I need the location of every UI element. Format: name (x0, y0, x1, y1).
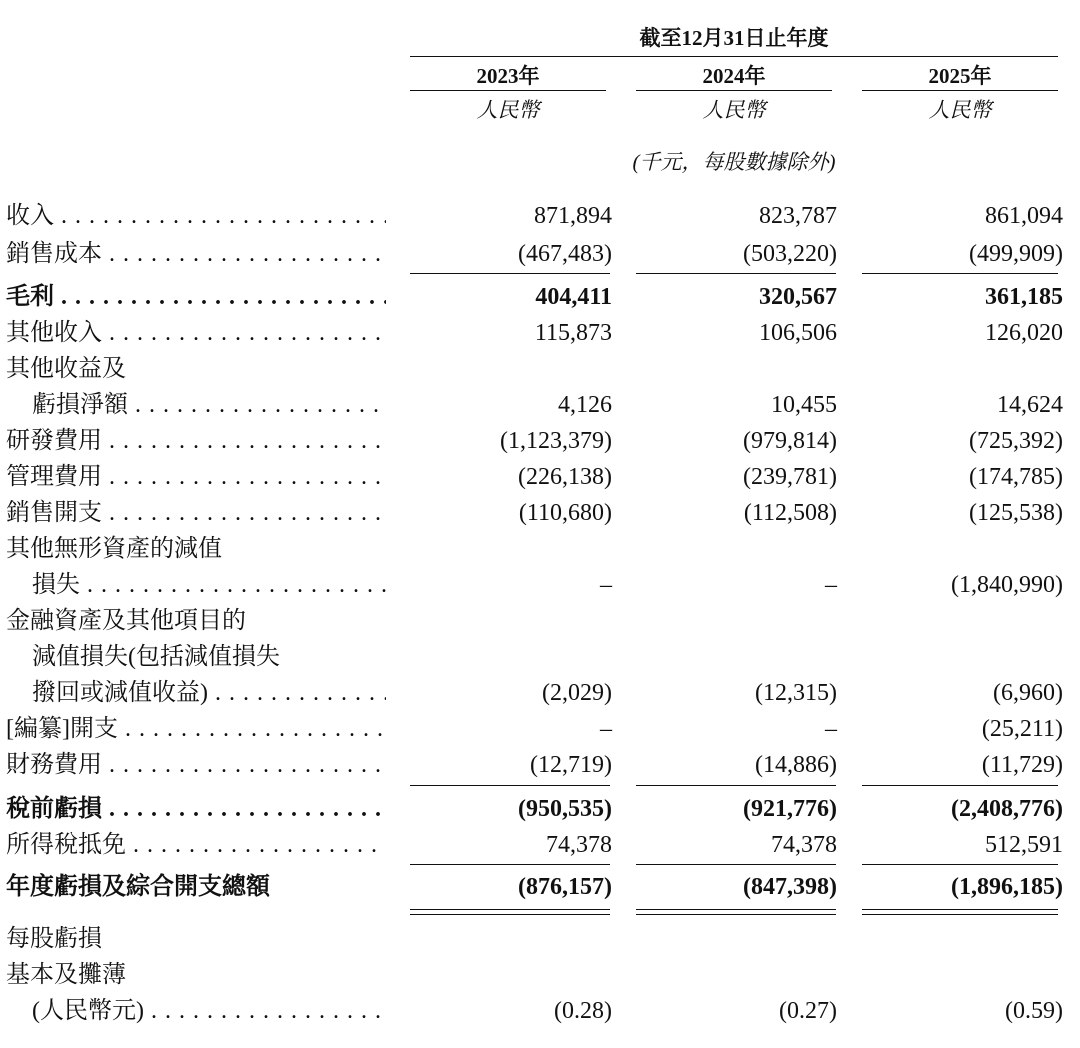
row-label: 管理費用 . . . (6, 462, 386, 493)
table-row-financial-label-2 (0, 642, 1080, 673)
value-2024: 74,378 (771, 832, 837, 858)
value-2023: (0.28) (554, 998, 612, 1024)
value-2025: (1,896,185) (951, 874, 1063, 900)
subtotal-rule (636, 864, 836, 865)
subtotal-rule (410, 864, 610, 865)
value-2025: (725,392) (969, 428, 1063, 454)
row-label: 銷售成本 . . . (6, 239, 386, 270)
value-2023: 4,126 (558, 392, 612, 418)
year-2024: 2024年 (702, 64, 766, 88)
subtotal-rule (862, 273, 1058, 274)
value-2023: – (600, 572, 612, 598)
row-label: 損失 . . . (32, 570, 386, 601)
table-row-cost-of-sales (0, 239, 1080, 270)
value-2023: (876,157) (518, 874, 612, 900)
table-row-other-income (0, 318, 1080, 349)
row-label: 財務費用 . . . (6, 750, 386, 781)
value-2025: (0.59) (1005, 998, 1063, 1024)
row-label: 撥回或減值收益) . . . (32, 678, 386, 709)
year-2025: 2025年 (928, 64, 992, 88)
table-row-eps (0, 996, 1080, 1027)
currency-label: 人民幣 (928, 98, 992, 122)
table-row-gross-profit (0, 282, 1080, 313)
year-rule (410, 90, 606, 91)
row-label: 銷售開支 . . . (6, 498, 386, 529)
value-2025: (174,785) (969, 464, 1063, 490)
value-2024: 823,787 (759, 203, 837, 229)
value-2024: (921,776) (743, 796, 837, 822)
table-row-selling (0, 498, 1080, 529)
value-2024: (847,398) (743, 874, 837, 900)
value-2025: (6,960) (993, 680, 1063, 706)
table-row-revenue (0, 201, 1080, 232)
row-label: (人民幣元) . . . (32, 996, 386, 1027)
value-2023: (2,029) (542, 680, 612, 706)
value-2023: (110,680) (518, 500, 612, 526)
subtotal-rule (862, 785, 1058, 786)
table-row-other-gains-label (0, 354, 1080, 385)
table-row-total-loss (0, 872, 1080, 903)
total-double-rule (862, 914, 1058, 915)
value-2023: 404,411 (535, 284, 612, 310)
unit-note: (千元，每股數據除外) (632, 150, 836, 174)
value-2024: (503,220) (743, 241, 837, 267)
year-rule (862, 90, 1058, 91)
row-label: 毛利 . . . (6, 282, 386, 313)
value-2023: (1,123,379) (500, 428, 612, 454)
value-2024: 106,506 (759, 320, 837, 346)
total-double-rule (410, 909, 610, 910)
table-row-financial-label-1 (0, 606, 1080, 637)
value-2024: 320,567 (759, 284, 837, 310)
total-double-rule (636, 914, 836, 915)
total-double-rule (862, 909, 1058, 910)
value-2024: (979,814) (743, 428, 837, 454)
value-2025: (1,840,990) (951, 572, 1063, 598)
row-label: 虧損淨額 . . . (32, 390, 386, 421)
value-2024: – (825, 716, 837, 742)
value-2025: (2,408,776) (951, 796, 1063, 822)
subtotal-rule (410, 273, 610, 274)
value-2024: (239,781) (743, 464, 837, 490)
value-2023: 74,378 (546, 832, 612, 858)
period-rule (410, 56, 1058, 57)
currency-label: 人民幣 (702, 98, 766, 122)
value-2023: (12,719) (530, 752, 612, 778)
table-row-tax-credit (0, 830, 1080, 861)
row-label: 其他收入 . . . (6, 318, 386, 349)
currency-label: 人民幣 (476, 98, 540, 122)
subtotal-rule (636, 785, 836, 786)
row-label: 其他收益及 (6, 356, 126, 382)
row-label: [編纂]開支 . . . (6, 714, 386, 745)
table-row-redacted (0, 714, 1080, 745)
table-row-intangible-label (0, 534, 1080, 565)
table-row-eps-label-1 (0, 924, 1080, 955)
row-label: 金融資產及其他項目的 (6, 608, 246, 634)
subtotal-rule (636, 273, 836, 274)
table-row-financial-impairment (0, 678, 1080, 709)
row-label: 稅前虧損 . . . (6, 794, 386, 825)
table-row-admin (0, 462, 1080, 493)
row-label: 研發費用 . . . (6, 426, 386, 457)
table-row-finance-costs (0, 750, 1080, 781)
period-title: 截至12月31日止年度 (639, 26, 829, 50)
row-label: 每股虧損 (6, 926, 102, 952)
value-2024: (12,315) (755, 680, 837, 706)
value-2025: 361,185 (985, 284, 1063, 310)
table-row-rnd (0, 426, 1080, 457)
value-2025: (25,211) (981, 716, 1063, 742)
value-2025: (11,729) (981, 752, 1063, 778)
table-row-other-gains (0, 390, 1080, 421)
subtotal-rule (410, 785, 610, 786)
value-2024: 10,455 (771, 392, 837, 418)
value-2025: 14,624 (997, 392, 1063, 418)
value-2024: – (825, 572, 837, 598)
total-double-rule (636, 909, 836, 910)
year-2023: 2023年 (476, 64, 540, 88)
year-rule (636, 90, 832, 91)
row-label: 所得稅抵免 . . . (6, 830, 386, 861)
value-2024: (14,886) (755, 752, 837, 778)
value-2025: 861,094 (985, 203, 1063, 229)
value-2023: 871,894 (534, 203, 612, 229)
row-label: 減值損失(包括減值損失 (32, 644, 280, 670)
value-2023: 115,873 (534, 320, 612, 346)
subtotal-rule (862, 864, 1058, 865)
table-row-loss-before-tax (0, 794, 1080, 825)
value-2023: – (600, 716, 612, 742)
value-2025: 512,591 (985, 832, 1063, 858)
value-2023: (226,138) (518, 464, 612, 490)
value-2025: (499,909) (969, 241, 1063, 267)
total-double-rule (410, 914, 610, 915)
value-2025: (125,538) (969, 500, 1063, 526)
value-2023: (950,535) (518, 796, 612, 822)
value-2023: (467,483) (518, 241, 612, 267)
table-row-eps-label-2 (0, 960, 1080, 991)
row-label: 收入 . . . (6, 201, 386, 232)
value-2024: (0.27) (779, 998, 837, 1024)
row-label: 其他無形資產的減值 (6, 536, 222, 562)
row-label: 基本及攤薄 (6, 962, 126, 988)
table-row-intangible-impairment (0, 570, 1080, 601)
value-2024: (112,508) (743, 500, 837, 526)
row-label: 年度虧損及綜合開支總額 (6, 874, 270, 900)
value-2025: 126,020 (985, 320, 1063, 346)
